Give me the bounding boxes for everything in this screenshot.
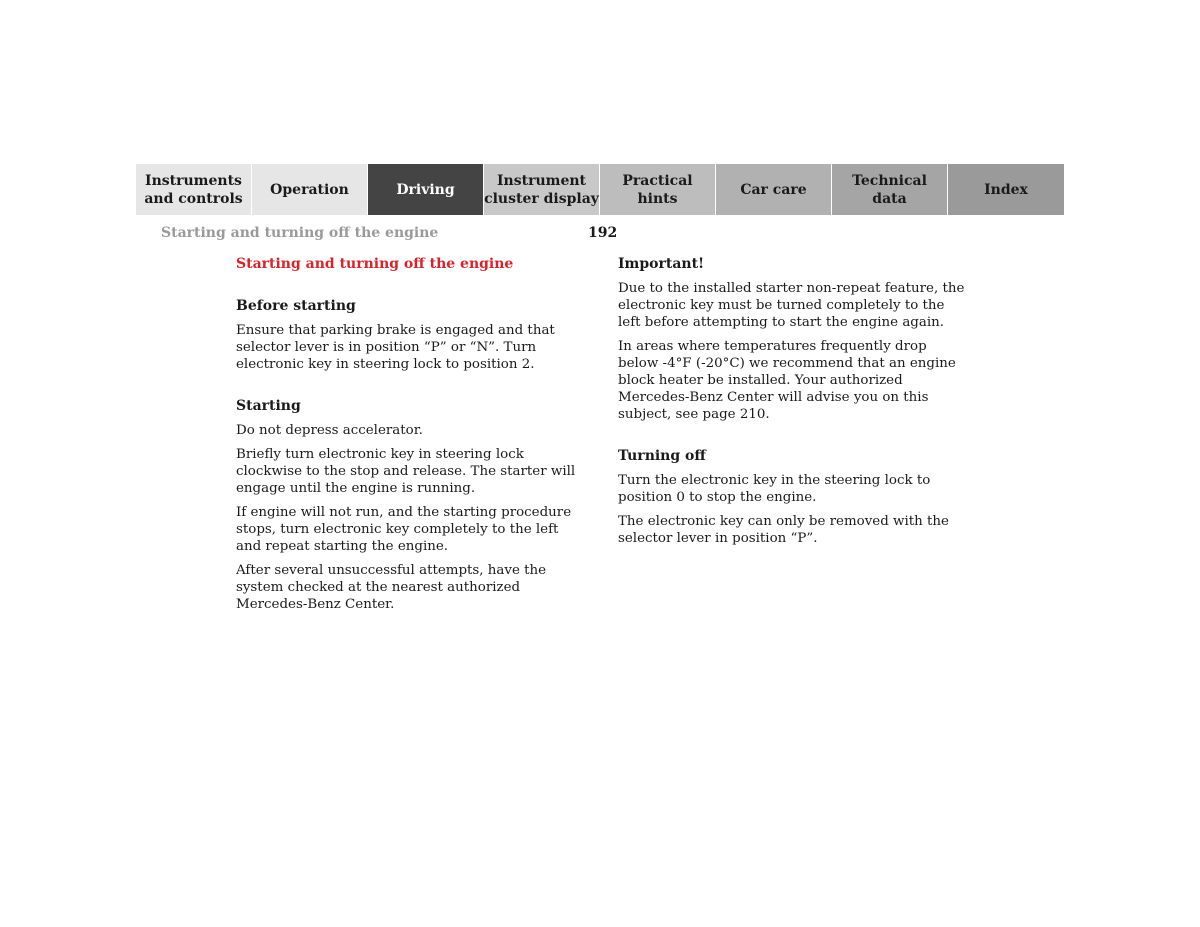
page-title: Starting and turning off the engine: [236, 256, 514, 272]
starting-heading: Starting: [236, 398, 301, 414]
starting-paragraph: Do not depress accelerator.: [236, 423, 423, 438]
turning-off-paragraph: Turn the electronic key in the steering lock to position 0 to stop the engine.: [618, 473, 931, 505]
starting-paragraph: After several unsuccessful attempts, have the system checked at the nearest authorized Mercedes-Benz Center.: [236, 563, 547, 612]
left-column: [236, 255, 586, 620]
tab-label: Practical hints: [622, 172, 693, 207]
tab-operation[interactable]: [252, 164, 368, 215]
tab-driving[interactable]: [368, 164, 484, 215]
tab-label: Instruments and controls: [144, 172, 243, 207]
tab-label: Car care: [740, 181, 807, 198]
tab-practical-hints[interactable]: [600, 164, 716, 215]
tab-label: Instrument cluster display: [484, 172, 599, 207]
page-number: 192: [588, 225, 618, 241]
tab-label: Index: [984, 181, 1028, 198]
chapter-tabs: [136, 164, 1064, 215]
turning-off-heading: Turning off: [618, 448, 706, 464]
right-column: [618, 255, 968, 554]
tab-label: Driving: [396, 181, 455, 198]
starting-paragraph: If engine will not run, and the starting procedure stops, turn electronic key completely to the left and repeat starting the engine.: [236, 505, 572, 554]
tab-car-care[interactable]: [716, 164, 832, 215]
tab-instrument-cluster-display[interactable]: [484, 164, 600, 215]
starting-paragraph: Briefly turn electronic key in steering lock clockwise to the stop and release. The starter will engage until the engine is running.: [236, 447, 576, 496]
important-paragraph: In areas where temperatures frequently drop below -4°F (-20°C) we recommend that an engine block heater be installed. Your authorized Mercedes-Benz Center will advise you on this subject, see page 210.: [618, 339, 956, 422]
tab-label: Technical data: [852, 172, 927, 207]
before-starting-heading: Before starting: [236, 298, 356, 314]
tab-label: Operation: [270, 181, 349, 198]
section-header: Starting and turning off the engine: [161, 225, 439, 241]
before-starting-text: Ensure that parking brake is engaged and that selector lever is in position “P” or “N”. Turn electronic key in steering lock to position 2.: [236, 323, 555, 372]
tab-instruments-and-controls[interactable]: [136, 164, 252, 215]
important-heading: Important!: [618, 256, 705, 272]
turning-off-paragraph: The electronic key can only be removed with the selector lever in position “P”.: [618, 514, 949, 546]
important-paragraph: Due to the installed starter non-repeat feature, the electronic key must be turned completely to the left before attempting to start the engine again.: [618, 281, 965, 330]
tab-index[interactable]: [948, 164, 1064, 215]
tab-technical-data[interactable]: [832, 164, 948, 215]
